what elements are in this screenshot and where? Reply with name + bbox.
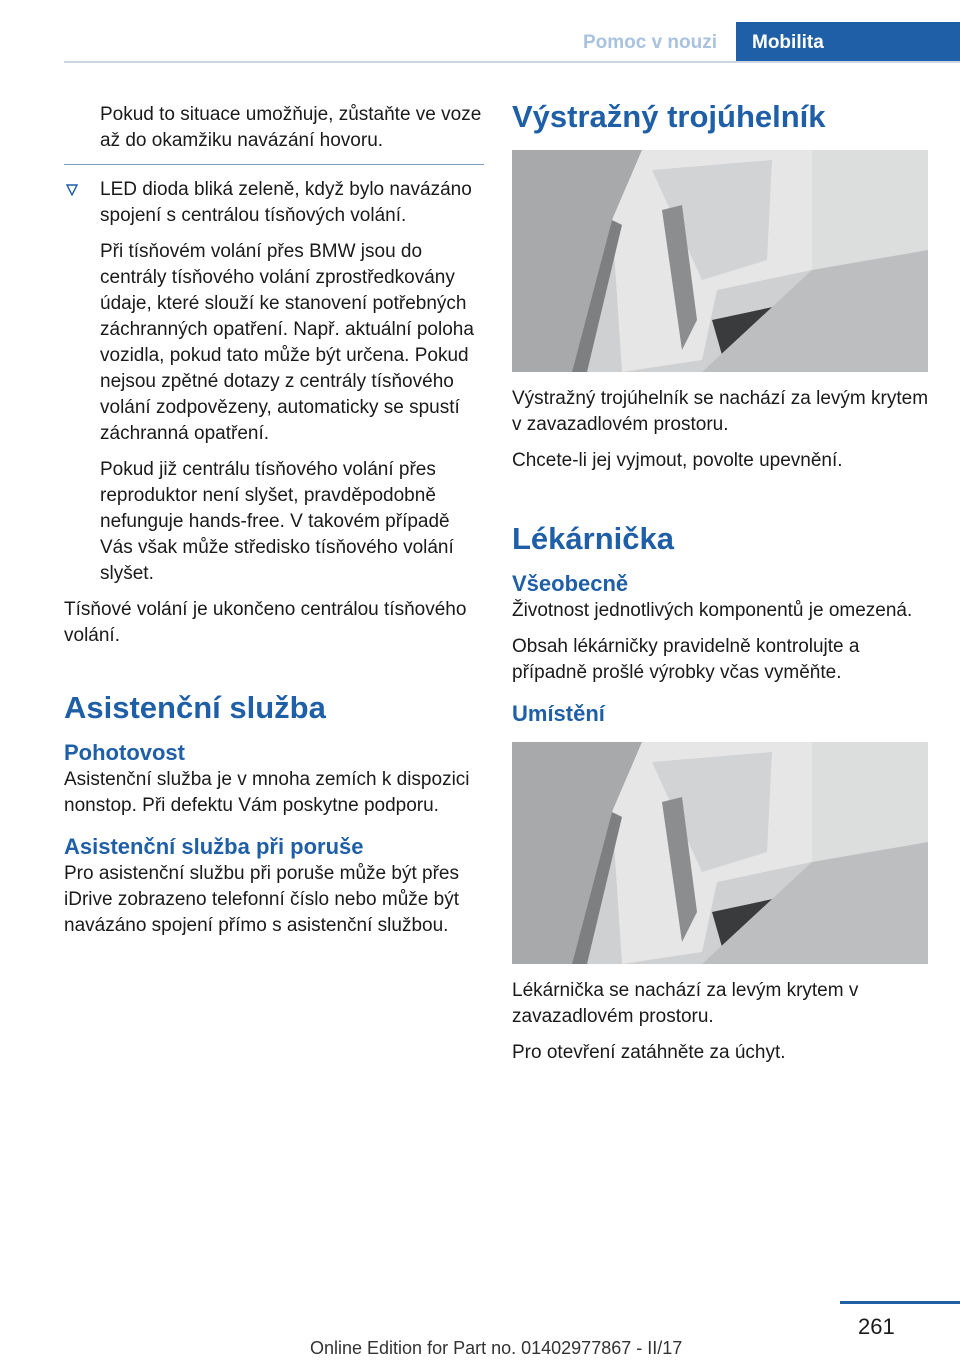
paragraph-handsfree: Pokud již centrálu tísňového volání přes reproduktor není slyšet, pravděpodobně nefunguje hands-free. V takovém případě Vás však může středisko tísňového volání slyšet. — [100, 459, 454, 584]
led-text: LED dioda bliká zeleně, když bylo navázáno spojení s centrálou tísňových volání. — [100, 179, 472, 226]
paragraph-general-1: Životnost jednotlivých komponentů je omezená. — [512, 600, 913, 621]
heading-first-aid: Lékárnička — [512, 521, 674, 556]
header-tabs — [0, 22, 960, 62]
list-item-led — [64, 177, 484, 229]
paragraph-bmw-call: Při tísňovém volání přes BMW jsou do centrály tísňového volání zprostředkovány údaje, které slouží ke stanovení potřebných záchranných opatření. Např. aktuální poloha vozidla, pokud tato může být určena. Pokud nejsou zpětné dotazy z centrály tísňového volání zodpovězeny, automaticky se spustí záchranná opatření. — [100, 241, 474, 444]
bullet-divider — [64, 164, 484, 165]
paragraph-triangle-location: Výstražný trojúhelník se nachází za levým krytem v zavazadlovém prostoru. — [512, 388, 929, 435]
footer-divider — [840, 1301, 960, 1304]
paragraph-availability: Asistenční služba je v mnoha zemích k dispozici nonstop. Při defektu Vám poskytne podporu. — [64, 769, 470, 816]
paragraph-call-end: Tísňové volání je ukončeno centrálou tísňového volání. — [64, 599, 467, 646]
left-column — [64, 102, 484, 949]
paragraph-general-2: Obsah lékárničky pravidelně kontrolujte a případně prošlé výrobky včas vyměňte. — [512, 636, 860, 683]
paragraph-first-aid-opening: Pro otevření zatáhněte za úchyt. — [512, 1042, 786, 1063]
heading-availability: Pohotovost — [64, 740, 185, 765]
header-divider — [64, 61, 960, 63]
heading-location: Umístění — [512, 701, 605, 726]
page-number: 261 — [858, 1314, 895, 1339]
paragraph-triangle-removal: Chcete-li jej vyjmout, povolte upevnění. — [512, 450, 843, 471]
heading-breakdown-assistance: Asistenční služba při poruše — [64, 834, 364, 859]
section-tab-mobility[interactable]: Mobilita — [736, 22, 960, 62]
heading-warning-triangle: Výstražný trojúhelník — [512, 99, 826, 134]
triangle-bullet-icon — [66, 184, 78, 196]
trunk-photo-triangle — [512, 150, 928, 372]
right-column — [512, 98, 932, 1076]
heading-assistance: Asistenční služba — [64, 690, 326, 725]
paragraph-stay-in-car: Pokud to situace umožňuje, zůstaňte ve voze až do okamžiku navázání hovoru. — [100, 104, 482, 151]
edition-note: Online Edition for Part no. 01402977867 - II/17 — [310, 1338, 683, 1358]
section-tab-emergency[interactable]: Pomoc v nouzi — [582, 32, 718, 53]
heading-general: Všeobecně — [512, 571, 629, 596]
trunk-photo-first-aid — [512, 742, 928, 964]
paragraph-breakdown-assistance: Pro asistenční službu při poruše může být přes iDrive zobrazeno telefonní číslo nebo může být navázáno spojení přímo s asistenční službou. — [64, 863, 459, 936]
paragraph-first-aid-location: Lékárnička se nachází za levým krytem v zavazadlovém prostoru. — [512, 980, 859, 1027]
